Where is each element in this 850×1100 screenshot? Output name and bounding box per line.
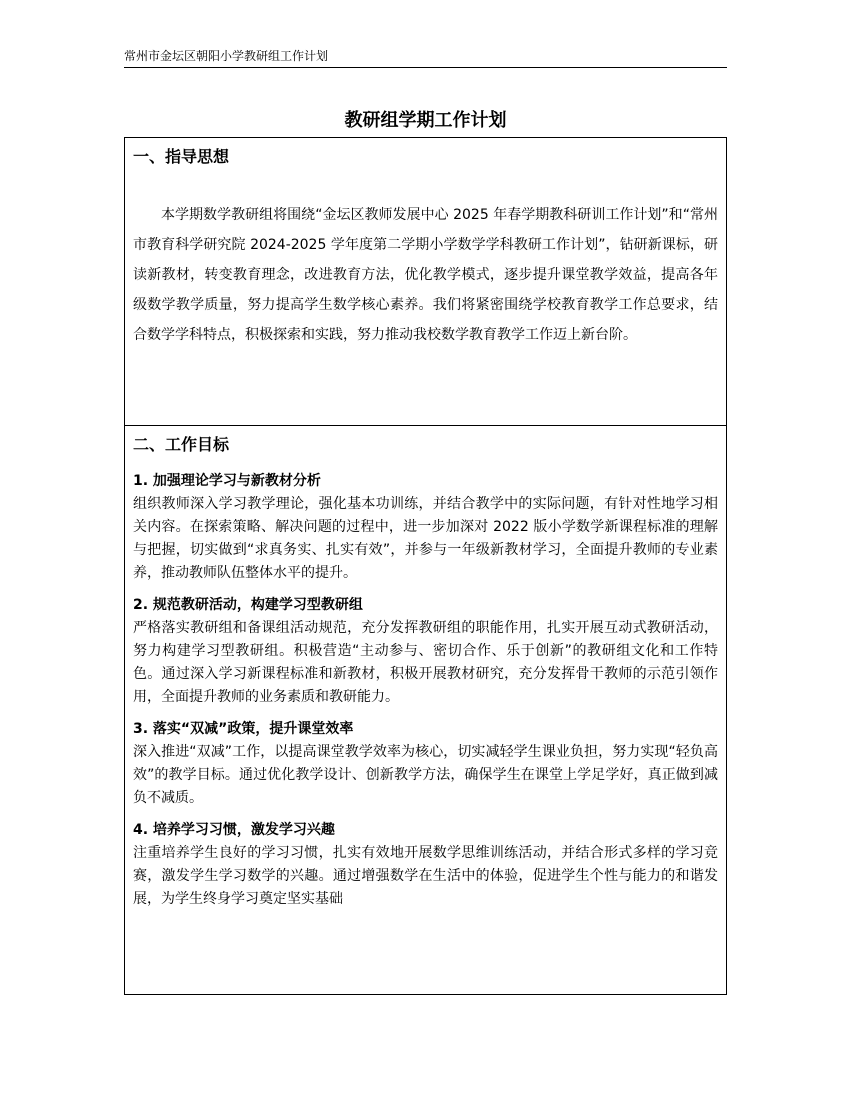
section-work-goals [125,426,726,994]
goal-text: 组织教师深入学习教学理论，强化基本功训练，并结合教学中的实际问题，有针对性地学习相关内容。在探索策略、解决问题的过程中，进一步加深对 2022 版小学数学新课程标准的理解与把握，切实做到“求真务实、扎实有效”，并参与一年级新教材学习，全面提升教师的专业素养，推动教师队伍整体水平的提升。 [133,496,718,581]
guiding-ideology-paragraph: 本学期数学教研组将围绕“金坛区教师发展中心 2025 年春学期教科研训工作计划”和“常州市教育科学研究院 2024-2025 学年度第二学期小学数学学科教研工作计划”，钻研新课标，研读新教材，转变教育理念，改进教育方法，优化教学模式，逐步提升课堂教学效益，提高各年级数学教学质量，努力提高学生数学核心素养。我们将紧密围绕学校教育教学工作总要求，结合数学学科特点，积极探索和实践，努力推动我校数学教育教学工作迈上新台阶。 [133,207,718,343]
goal-text: 注重培养学生良好的学习习惯，扎实有效地开展数学思维训练活动，并结合形式多样的学习竞赛，激发学生学习数学的兴趣。通过增强数学在生活中的体验，促进学生个性与能力的和谐发展，为学生终身学习奠定坚实基础 [133,845,718,907]
section-heading: 一、指导思想 [133,147,230,166]
goal-item [133,718,718,810]
section-heading: 二、工作目标 [133,435,230,454]
goal-title: 4. 培养学习习惯，激发学习兴趣 [133,822,335,838]
plan-table [124,137,727,995]
section-guiding-ideology [125,138,726,426]
goal-title: 2. 规范教研活动，构建学习型教研组 [133,597,363,613]
document-title: 教研组学期工作计划 [344,110,507,131]
goal-item [133,819,718,911]
goal-text: 深入推进“双减”工作，以提高课堂教学效率为核心，切实减轻学生课业负担，努力实现“轻负高效”的教学目标。通过优化教学设计、创新教学方法，确保学生在课堂上学足学好，真正做到减负不减质。 [133,744,718,806]
goal-title: 1. 加强理论学习与新教材分析 [133,473,321,489]
page-header: 常州市金坛区朝阳小学教研组工作计划 [124,48,727,68]
goals-list [133,470,718,911]
goal-text: 严格落实教研组和备课组活动规范，充分发挥教研组的职能作用，扎实开展互动式教研活动，努力构建学习型教研组。积极营造“主动参与、密切合作、乐于创新”的教研组文化和工作特色。通过深入学习新课程标准和新教材，积极开展教材研究，充分发挥骨干教师的示范引领作用，全面提升教师的业务素质和教研能力。 [133,620,718,705]
goal-title: 3. 落实“双减”政策，提升课堂效率 [133,721,354,737]
goal-item [133,470,718,585]
goal-item [133,594,718,709]
